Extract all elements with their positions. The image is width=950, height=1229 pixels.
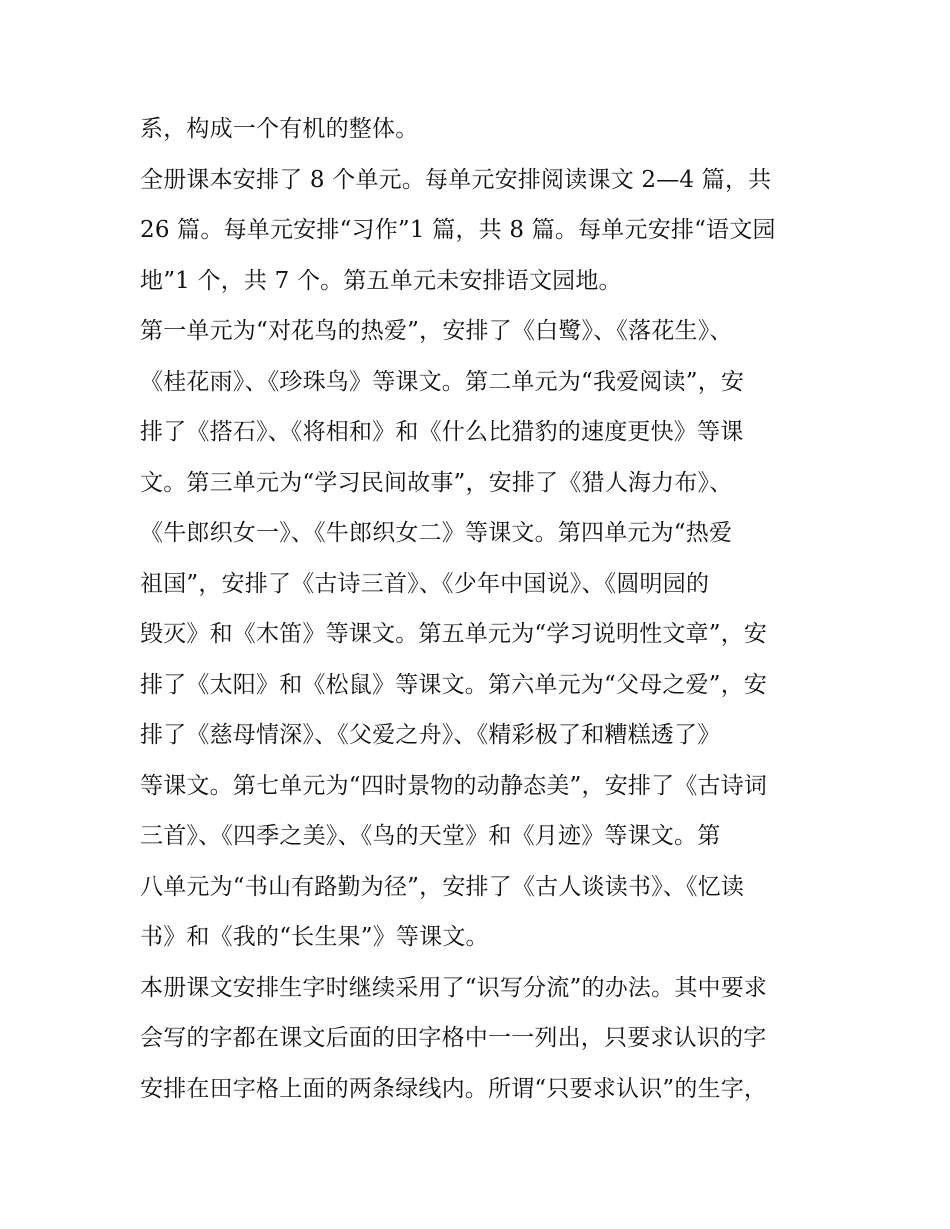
body-text (140, 104, 820, 1114)
text-line: 26 篇。每单元安排“习作”1 篇，共 8 篇。每单元安排“语文园 (140, 217, 776, 243)
text-line: 排了《搭石》、《将相和》和《什么比猎豹的速度更快》等课 (140, 419, 744, 445)
text-line: 《牛郎织女一》、《牛郎织女二》等课文。第四单元为“热爱 (140, 520, 733, 546)
text-line: 地”1 个，共 7 个。第五单元未安排语文园地。 (140, 267, 622, 294)
text-line: 八单元为“书山有路勤为径”，安排了《古人谈读书》、《忆读 (140, 873, 745, 900)
text-line: 本册课文安排生字时继续采用了“识写分流”的办法。其中要求 (140, 974, 768, 1001)
text-line: 祖国”，安排了《古诗三首》、《少年中国说》、《圆明园的 (140, 570, 710, 597)
text-line: 排了《太阳》和《松鼠》等课文。第六单元为“父母之爱”，安 (140, 671, 768, 698)
text-line: 等课文。第七单元为“四时景物的动静态美”，安排了《古诗词 (140, 772, 768, 799)
text-line: 《桂花雨》、《珍珠鸟》等课文。第二单元为“我爱阅读”，安 (140, 368, 745, 395)
text-line: 文。第三单元为“学习民间故事”，安排了《猎人海力布》、 (140, 469, 733, 496)
text-line: 安排在田字格上面的两条绿线内。所谓“只要求认识”的生字， (140, 1075, 768, 1102)
text-line: 排了《慈母情深》、《父爱之舟》、《精彩极了和糟糕透了》 (140, 722, 721, 748)
text-line: 书》和《我的“长生果”》等课文。 (140, 924, 489, 950)
text-line: 会写的字都在课文后面的田字格中一一列出，只要求认识的字 (140, 1025, 767, 1051)
text-line: 毁灭》和《木笛》等课文。第五单元为“学习说明性文章”，安 (140, 621, 768, 647)
text-line: 系，构成一个有机的整体。 (140, 116, 419, 142)
text-line: 三首》、《四季之美》、《鸟的天堂》和《月迹》等课文。第 (140, 823, 721, 849)
text-line: 第一单元为“对花鸟的热爱”，安排了《白鹭》、《落花生》、 (140, 318, 733, 344)
text-line: 全册课本安排了 8 个单元。每单元安排阅读课文 2—4 篇，共 (140, 166, 772, 193)
